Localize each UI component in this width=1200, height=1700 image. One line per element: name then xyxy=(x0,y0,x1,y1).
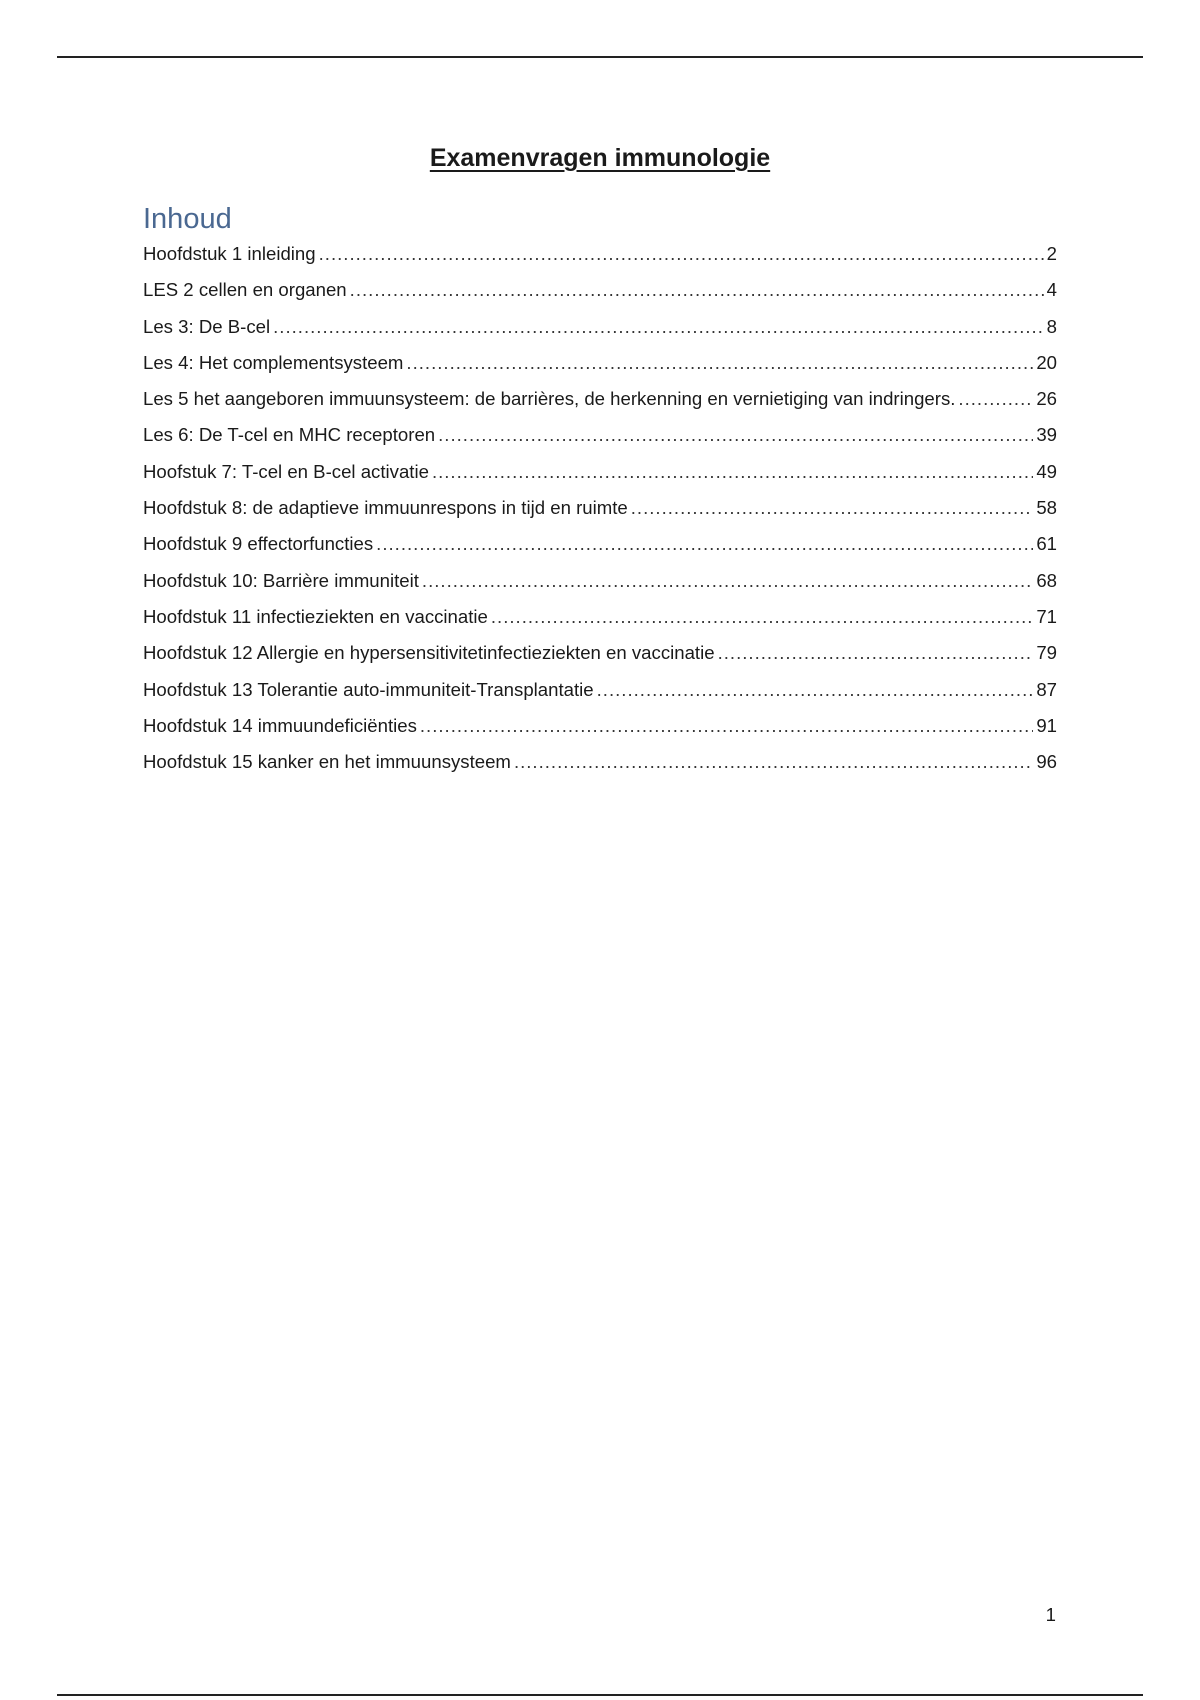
toc-entry[interactable] xyxy=(143,679,1057,715)
toc-entry-page: 39 xyxy=(1036,424,1057,446)
header-rule xyxy=(57,56,1143,58)
toc-entry[interactable] xyxy=(143,570,1057,606)
toc-dot-leader xyxy=(319,243,1044,265)
toc-entry-page: 58 xyxy=(1036,497,1057,519)
toc-entry-label: Hoofdstuk 11 infectieziekten en vaccinatie xyxy=(143,605,488,627)
document-title: Examenvragen immunologie xyxy=(429,144,771,172)
toc-entry-label: Hoofdstuk 1 inleiding xyxy=(143,243,316,264)
toc-entry-label: LES 2 cellen en organen xyxy=(143,279,347,301)
toc-entry[interactable] xyxy=(143,533,1057,569)
toc-entry-page: 87 xyxy=(1036,678,1057,700)
toc-entry[interactable] xyxy=(143,424,1057,460)
toc-entry-label: Hoofdstuk 15 kanker en het immuunsysteem xyxy=(143,751,511,773)
table-of-contents xyxy=(143,243,1057,787)
toc-entry[interactable] xyxy=(143,388,1057,424)
toc-entry[interactable] xyxy=(143,243,1057,279)
toc-entry-label: Hoofdstuk 13 Tolerantie auto-immuniteit-Transplantatie xyxy=(143,678,594,700)
toc-dot-leader xyxy=(422,570,1033,592)
toc-entry[interactable] xyxy=(143,497,1057,533)
toc-entry-page: 91 xyxy=(1036,714,1057,736)
toc-entry-label: Hoofdstuk 12 Allergie en hypersensitivitetinfectieziekten en vaccinatie xyxy=(143,642,715,664)
toc-entry-label: Les 3: De B-cel xyxy=(143,315,271,337)
toc-entry-label: Les 4: Het complementsysteem xyxy=(143,351,404,373)
toc-entry-page: 2 xyxy=(1046,243,1057,264)
toc-dot-leader xyxy=(631,497,1034,519)
toc-entry-page: 96 xyxy=(1036,751,1057,773)
page-number: 1 xyxy=(1045,1604,1056,1625)
toc-entry[interactable] xyxy=(143,461,1057,497)
toc-entry-page: 71 xyxy=(1036,605,1057,627)
toc-heading: Inhoud xyxy=(143,203,232,235)
toc-dot-leader xyxy=(406,352,1033,374)
toc-dot-leader xyxy=(514,751,1033,773)
toc-dot-leader xyxy=(273,316,1044,338)
toc-entry-page: 8 xyxy=(1046,315,1057,337)
toc-entry[interactable] xyxy=(143,316,1057,352)
toc-entry-label: Les 5 het aangeboren immuunsysteem: de barrières, de herkenning en vernietiging van indringers. xyxy=(143,388,956,410)
toc-dot-leader xyxy=(376,533,1033,555)
toc-entry[interactable] xyxy=(143,642,1057,678)
toc-entry[interactable] xyxy=(143,751,1057,787)
footer-rule xyxy=(57,1694,1143,1696)
toc-entry-page: 20 xyxy=(1036,351,1057,373)
toc-dot-leader xyxy=(597,679,1034,701)
toc-entry-page: 79 xyxy=(1036,642,1057,664)
toc-dot-leader xyxy=(438,424,1033,446)
toc-dot-leader xyxy=(350,279,1044,301)
toc-dot-leader xyxy=(718,642,1034,664)
toc-dot-leader xyxy=(420,715,1033,737)
toc-entry[interactable] xyxy=(143,352,1057,388)
toc-entry[interactable] xyxy=(143,606,1057,642)
toc-entry-page: 49 xyxy=(1036,460,1057,482)
toc-entry-label: Les 6: De T-cel en MHC receptoren xyxy=(143,424,436,446)
toc-entry-label: Hoofdstuk 10: Barrière immuniteit xyxy=(143,569,419,591)
toc-dot-leader xyxy=(491,606,1033,628)
toc-dot-leader xyxy=(432,461,1033,483)
toc-dot-leader xyxy=(958,388,1033,410)
toc-entry-label: Hoofdstuk 8: de adaptieve immuunrespons in tijd en ruimte xyxy=(143,497,628,519)
toc-entry[interactable] xyxy=(143,279,1057,315)
toc-entry-label: Hoofdstuk 14 immuundeficiënties xyxy=(143,714,417,736)
toc-entry[interactable] xyxy=(143,715,1057,751)
toc-entry-page: 26 xyxy=(1036,388,1057,410)
toc-entry-label: Hoofstuk 7: T-cel en B-cel activatie xyxy=(143,460,429,482)
toc-entry-page: 4 xyxy=(1046,279,1057,301)
toc-entry-page: 61 xyxy=(1036,533,1057,555)
toc-entry-label: Hoofdstuk 9 effectorfuncties xyxy=(143,533,374,555)
toc-entry-page: 68 xyxy=(1036,569,1057,591)
